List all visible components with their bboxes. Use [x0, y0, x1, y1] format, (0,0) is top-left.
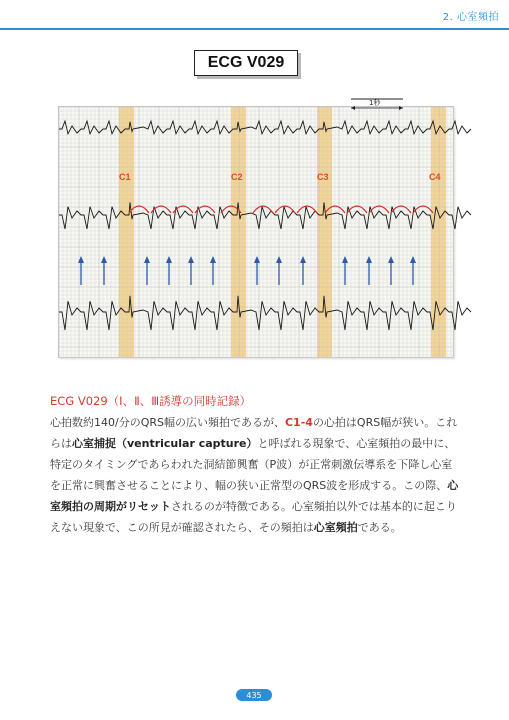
caption-text: の心拍はQRS幅が狭い。これらは	[50, 416, 458, 450]
capture-band-c4	[431, 107, 446, 357]
caption-highlight: C1-4	[284, 416, 313, 429]
p-wave-arrowhead	[144, 256, 150, 263]
capture-label-c1: C1	[119, 172, 131, 182]
section-label: 2. 心室頻拍	[442, 12, 499, 23]
p-wave-arrowhead	[101, 256, 107, 263]
capture-band-c1	[119, 107, 134, 357]
page-header	[0, 0, 509, 26]
caption-heading: ECG V029（Ⅰ、Ⅱ、Ⅲ誘導の同時記録）	[50, 394, 252, 408]
ecg-tracing	[59, 99, 453, 357]
capture-label-c4: C4	[429, 172, 441, 182]
p-wave-arrowhead	[388, 256, 394, 263]
p-wave-arrowhead	[276, 256, 282, 263]
capture-label-c2: C2	[231, 172, 243, 182]
ecg-title: ECG V029	[207, 54, 285, 71]
ecg-figure	[58, 99, 454, 358]
capture-label-c3: C3	[317, 172, 329, 182]
caption-text: されるのが特徴である。心室頻拍以外では基本的に起こりえない現象で、この所見が確認されたら、その頻拍は	[50, 500, 457, 534]
caption-text: と呼ばれる現象で、心室頻拍の最中に、特定のタイミングであらわれた洞結節興奮（P波）が正常刺激伝導系を下降し心室を正常に興奮させることにより、幅の狭い正常型のQRS波を形成する。この際、	[50, 437, 456, 492]
ecg-title-box	[194, 50, 298, 76]
header-rule	[0, 28, 509, 30]
caption-text: である。	[357, 521, 402, 534]
caption-body	[50, 412, 462, 538]
caption	[50, 391, 462, 538]
caption-term: 心室捕捉（ventricular capture）	[72, 437, 258, 450]
page-number: 435	[246, 690, 262, 700]
p-wave-arrowhead	[300, 256, 306, 263]
caption-text: 心拍数約140/分のQRS幅の広い頻拍であるが、	[50, 416, 285, 429]
capture-band-c2	[231, 107, 246, 357]
caption-term: 心室頻拍の周期がリセット	[50, 479, 459, 513]
page-number-badge	[236, 689, 272, 701]
scale-label: 1秒	[369, 99, 381, 107]
caption-term: 心室頻拍	[313, 521, 358, 534]
p-wave-arrowhead	[188, 256, 194, 263]
